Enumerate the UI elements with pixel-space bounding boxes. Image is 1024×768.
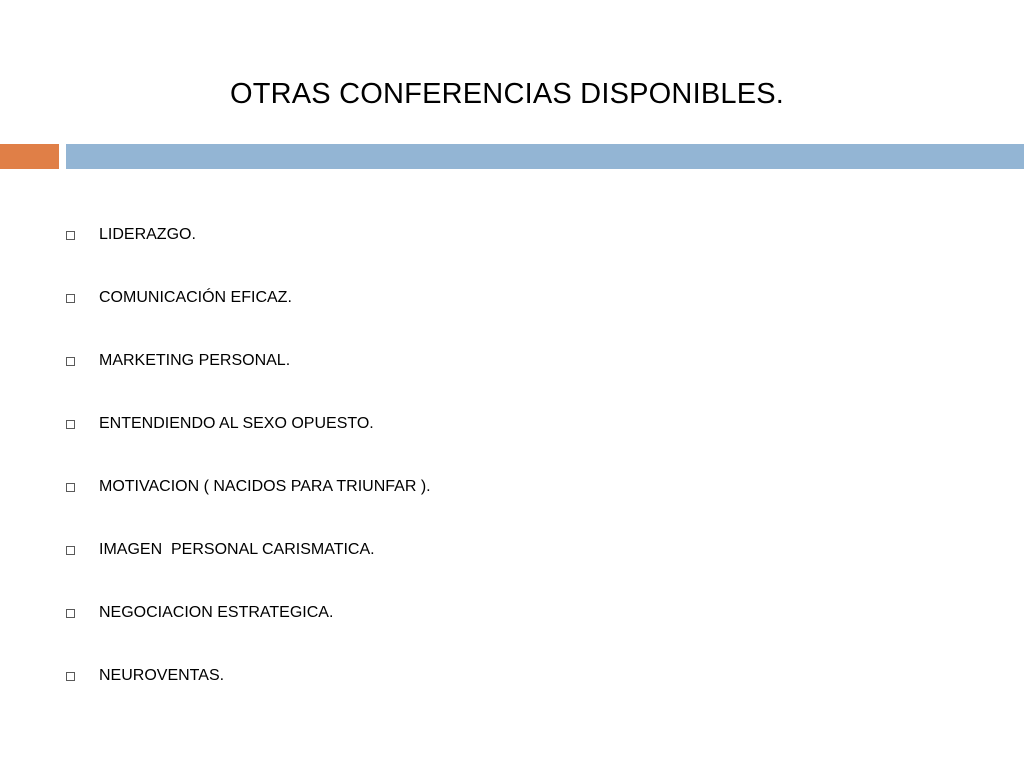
conference-list: [66, 222, 431, 726]
list-item-label: MARKETING PERSONAL.: [99, 352, 291, 369]
list-item: [66, 600, 431, 663]
square-bullet-icon: [66, 672, 75, 681]
header-bar: [66, 144, 1024, 169]
square-bullet-icon: [66, 357, 75, 366]
list-item: [66, 474, 431, 537]
list-item: [66, 537, 431, 600]
list-item: [66, 348, 431, 411]
list-item-label: IMAGEN PERSONAL CARISMATICA.: [99, 541, 375, 558]
list-item-label: ENTENDIENDO AL SEXO OPUESTO.: [99, 415, 374, 432]
accent-bar: [0, 144, 59, 169]
list-item: [66, 663, 431, 726]
list-item-label: LIDERAZGO.: [99, 226, 196, 243]
list-item-label: MOTIVACION ( NACIDOS PARA TRIUNFAR ).: [99, 478, 431, 495]
list-item: [66, 222, 431, 285]
square-bullet-icon: [66, 546, 75, 555]
square-bullet-icon: [66, 609, 75, 618]
square-bullet-icon: [66, 420, 75, 429]
slide-title: OTRAS CONFERENCIAS DISPONIBLES.: [229, 78, 785, 110]
square-bullet-icon: [66, 294, 75, 303]
square-bullet-icon: [66, 231, 75, 240]
square-bullet-icon: [66, 483, 75, 492]
list-item-label: COMUNICACIÓN EFICAZ.: [99, 289, 292, 306]
list-item: [66, 285, 431, 348]
list-item-label: NEUROVENTAS.: [99, 667, 225, 684]
list-item-label: NEGOCIACION ESTRATEGICA.: [99, 604, 334, 621]
list-item: [66, 411, 431, 474]
